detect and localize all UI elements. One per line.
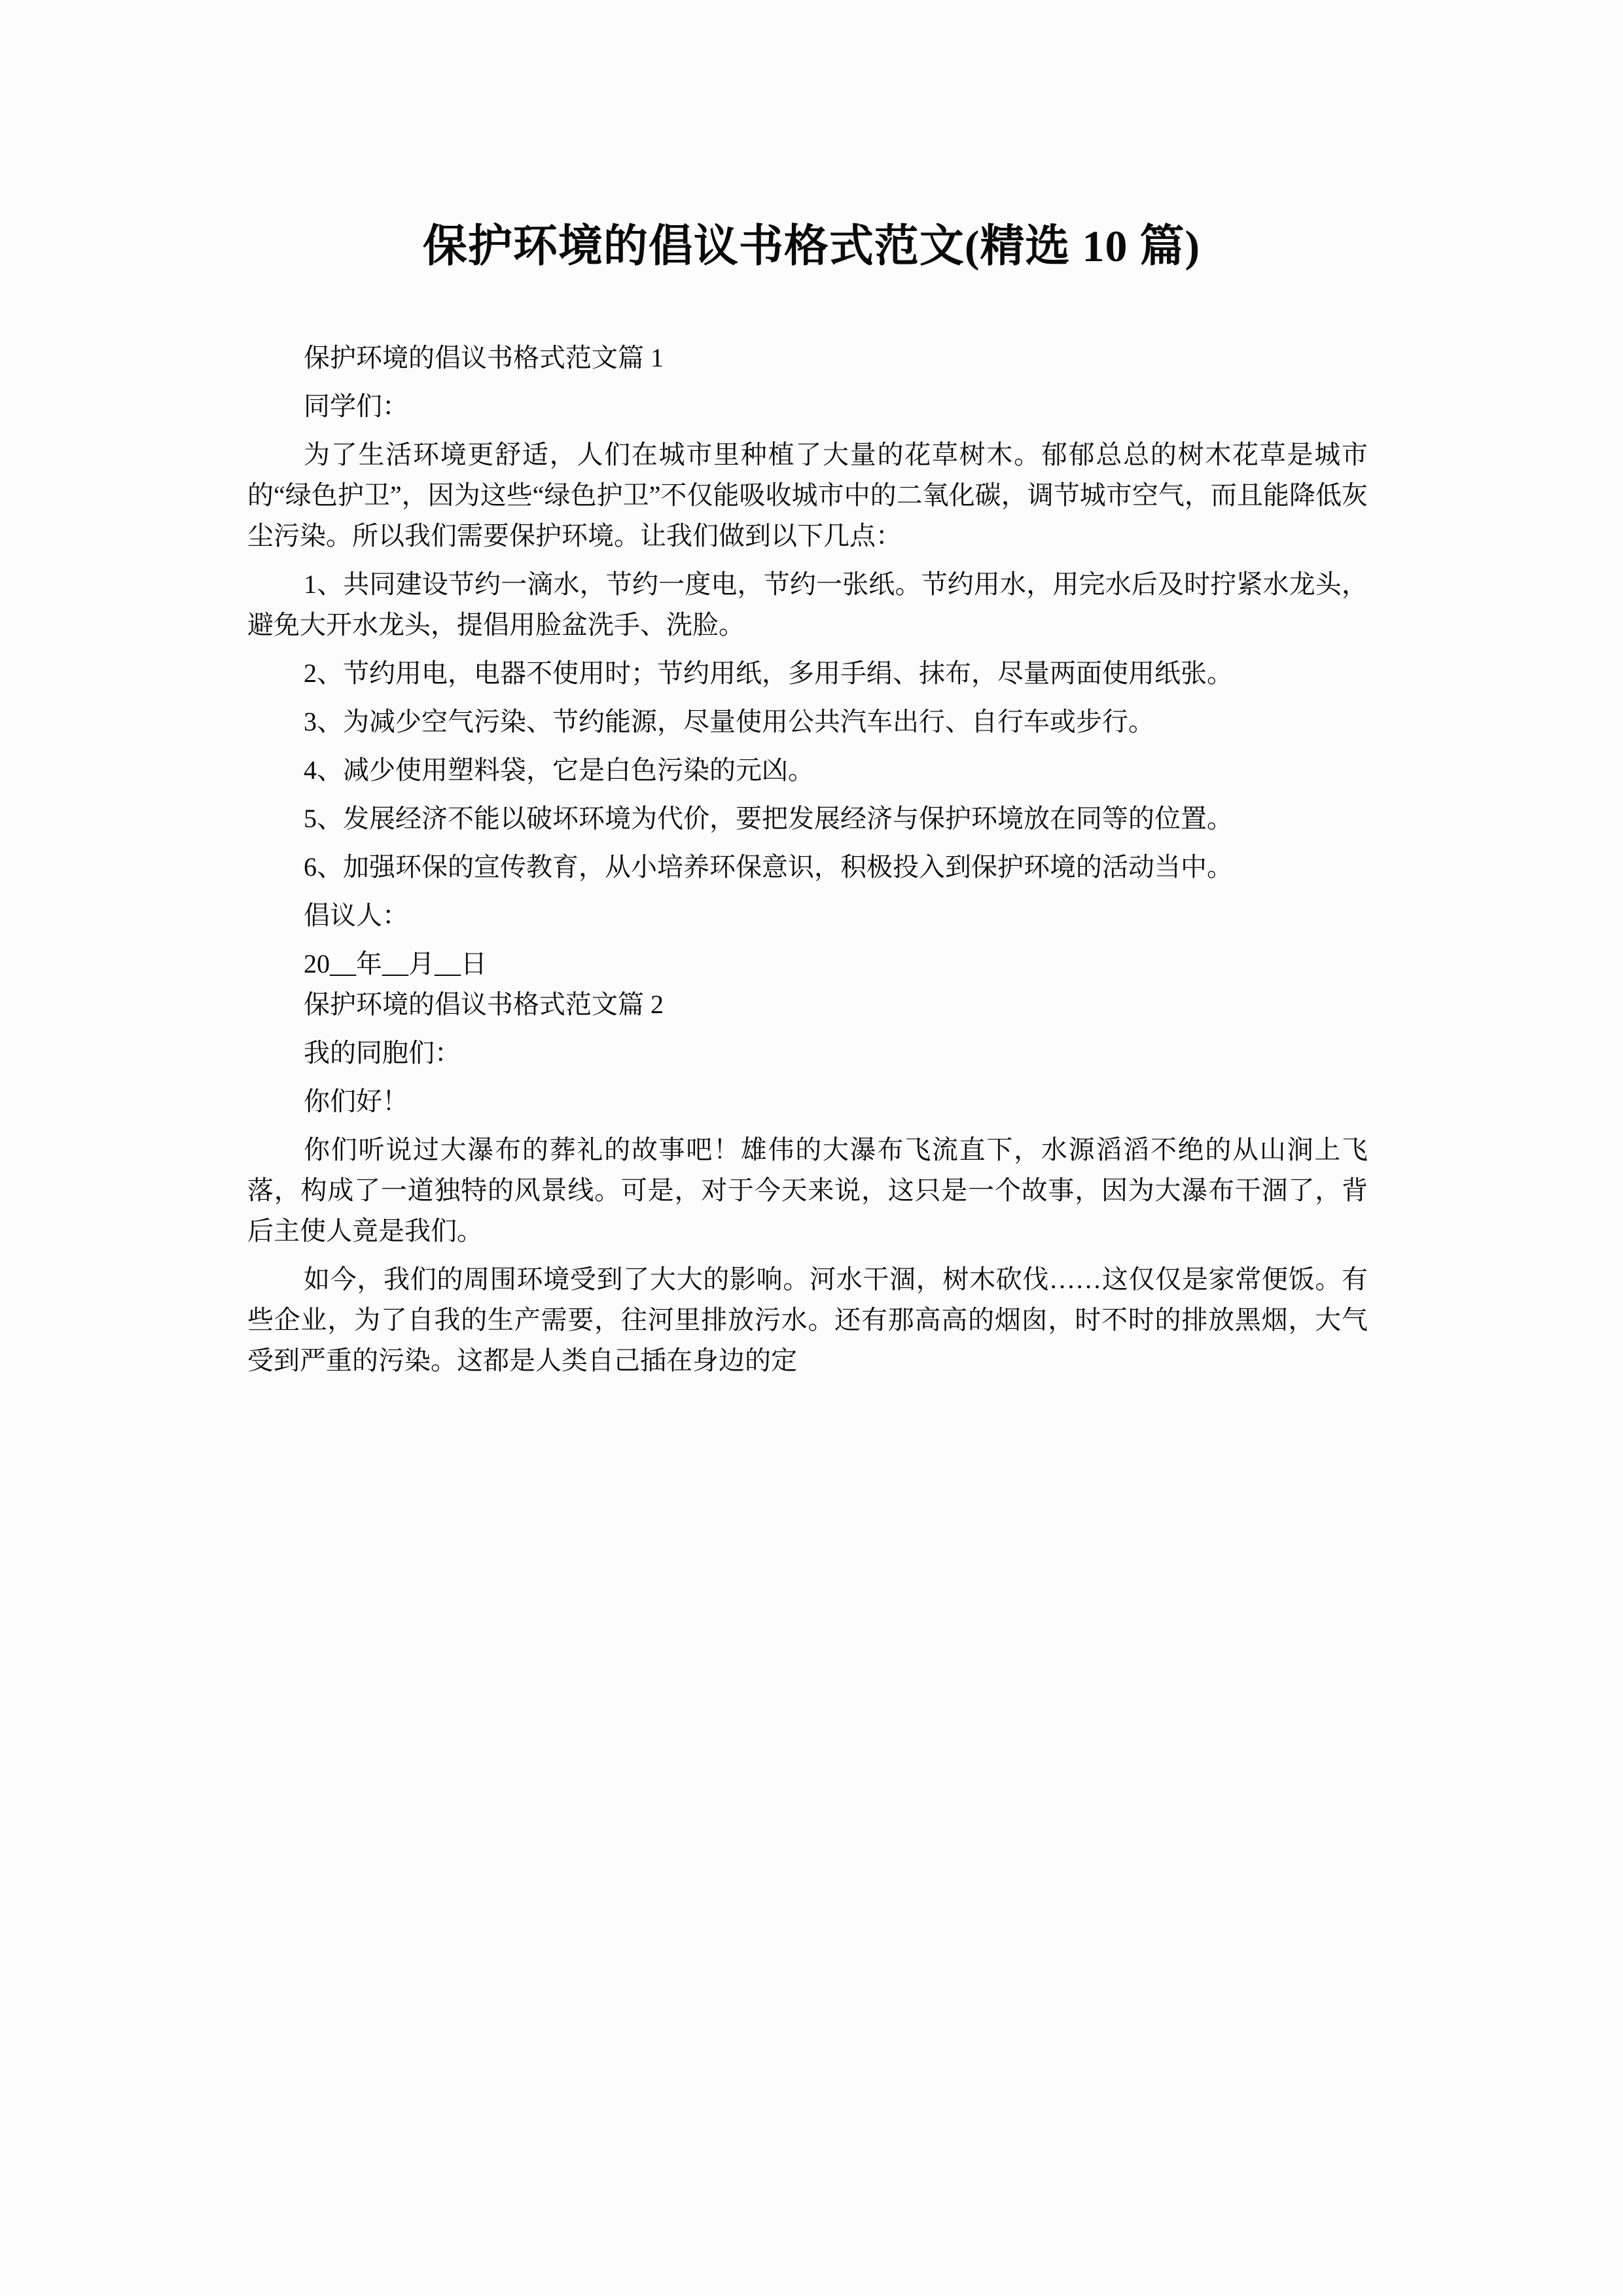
page-title: 保护环境的倡议书格式范文(精选 10 篇) xyxy=(422,221,1201,271)
section-1-salutation: 同学们： xyxy=(304,391,408,421)
section-2-greeting: 你们好！ xyxy=(304,1086,408,1116)
section-1-date-line: 20__年__月__日 xyxy=(304,949,487,978)
section-1-item-5: 5、发展经济不能以破坏环境为代价，要把发展经济与保护环境放在同等的位置。 xyxy=(304,804,1233,833)
section-2-paragraph-1: 你们听说过大瀑布的葬礼的故事吧！雄伟的大瀑布飞流直下，水源滔滔不绝的从山涧上飞落，构成了一道独特的风景线。可是，对于今天来说，这只是一个故事，因为大瀑布干涸了，背后主使人竟是我们。 xyxy=(247,1135,1368,1246)
section-1-item-1: 1、共同建设节约一滴水，节约一度电，节约一张纸。节约用水，用完水后及时拧紧水龙头，避免大开水龙头，提倡用脸盆洗手、洗脸。 xyxy=(247,569,1368,639)
section-2-heading: 保护环境的倡议书格式范文篇 2 xyxy=(304,990,664,1019)
section-1-heading: 保护环境的倡议书格式范文篇 1 xyxy=(304,343,664,372)
section-1-item-2: 2、节约用电，电器不使用时；节约用纸，多用手绢、抹布，尽量两面使用纸张。 xyxy=(304,658,1233,688)
section-1-signer-label: 倡议人： xyxy=(304,901,408,930)
section-1-item-3: 3、为减少空气污染、节约能源，尽量使用公共汽车出行、自行车或步行。 xyxy=(304,707,1154,736)
section-1-item-4: 4、减少使用塑料袋，它是白色污染的元凶。 xyxy=(304,755,814,785)
section-1-item-6: 6、加强环保的宣传教育，从小培养环保意识，积极投入到保护环境的活动当中。 xyxy=(304,852,1233,882)
section-1-intro-paragraph: 为了生活环境更舒适，人们在城市里种植了大量的花草树木。郁郁总总的树木花草是城市的“绿色护卫”，因为这些“绿色护卫”不仅能吸收城市中的二氧化碳，调节城市空气，而且能降低灰尘污染。所以我们需要保护环境。让我们做到以下几点： xyxy=(247,440,1368,550)
section-2-salutation: 我的同胞们： xyxy=(304,1038,461,1067)
document-body xyxy=(247,338,1368,1381)
section-2-paragraph-2: 如今，我们的周围环境受到了大大的影响。河水干涸，树木砍伐……这仅仅是家常便饭。有些企业，为了自我的生产需要，往河里排放污水。还有那高高的烟囱，时不时的排放黑烟，大气受到严重的污染。这都是人类自己插在身边的定 xyxy=(247,1265,1368,1375)
